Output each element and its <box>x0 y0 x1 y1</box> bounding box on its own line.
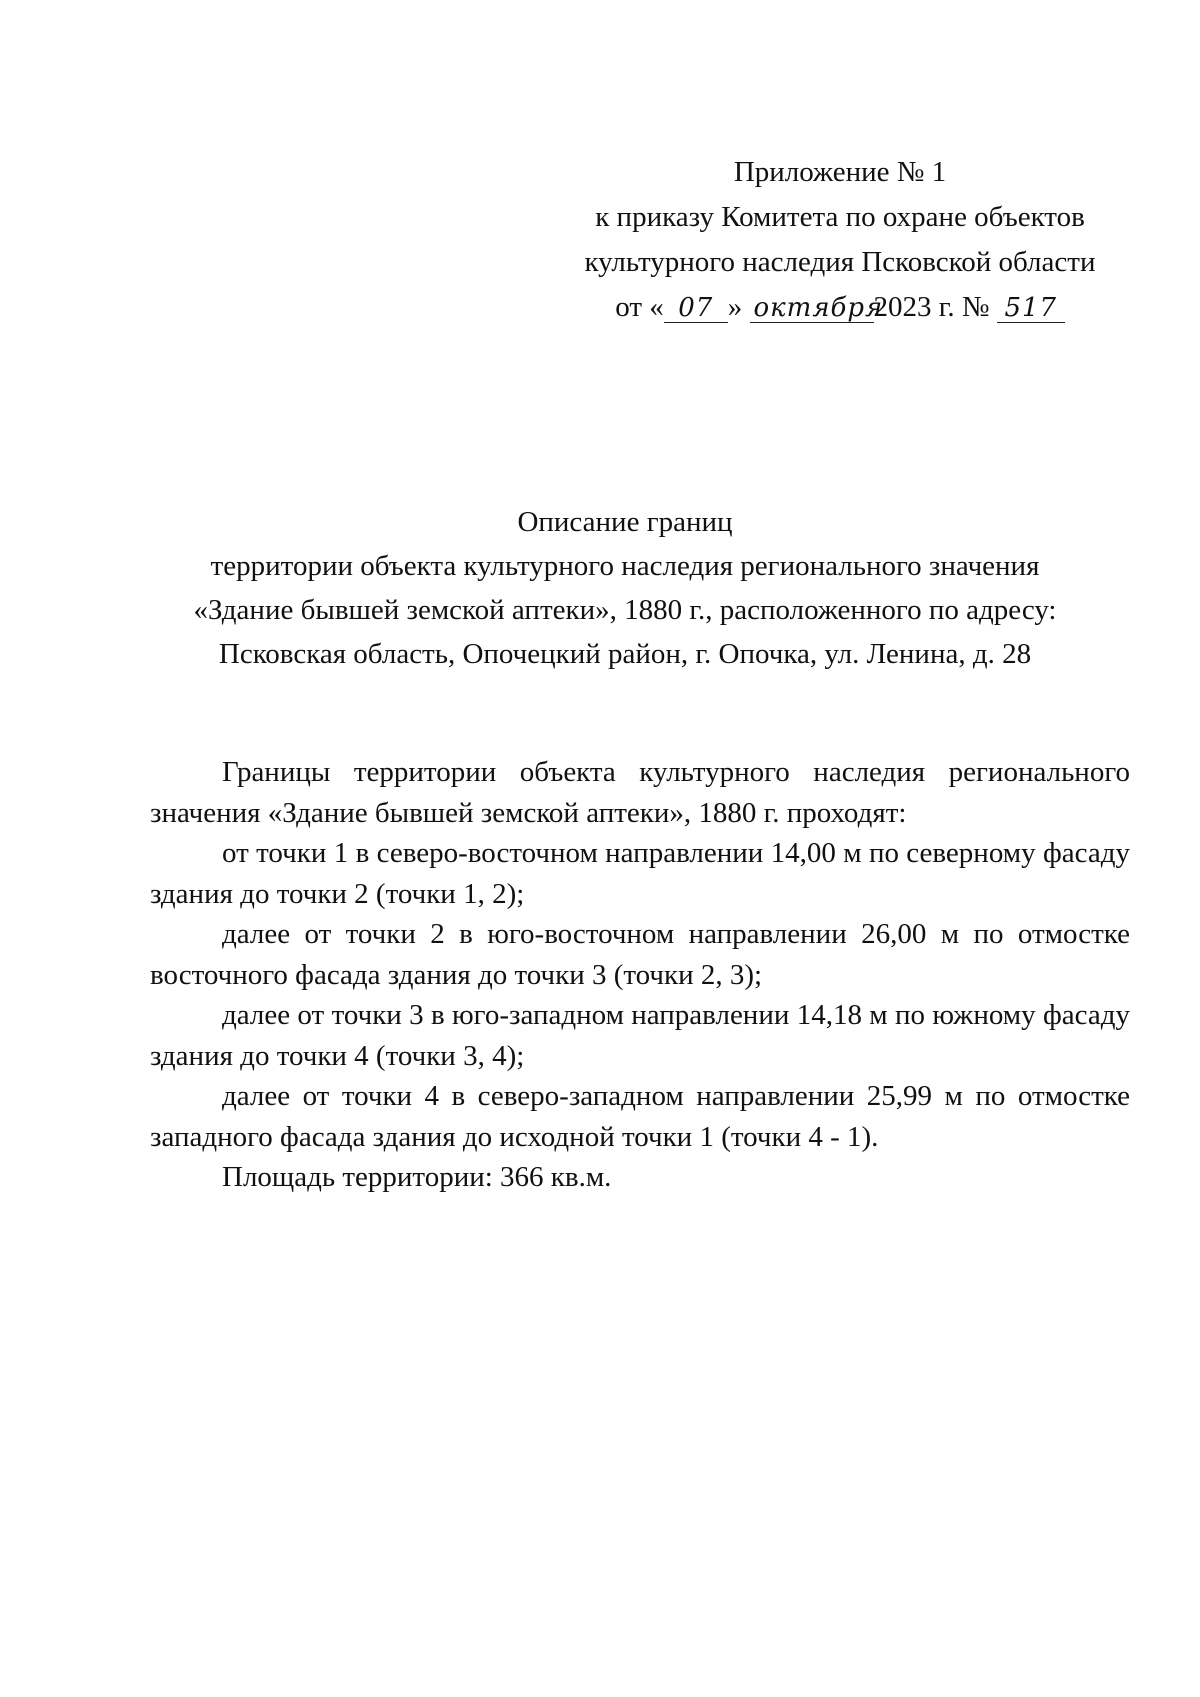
boundary-segment-4: далее от точки 4 в северо-западном направлении 25,99 м по отмостке западного фасада здания до исходной точки 1 (точки 4 - 1). <box>150 1080 1130 1153</box>
document-title <box>140 500 1110 676</box>
appendix-number: Приложение № 1 <box>733 156 947 188</box>
date-year: 2023 г. № <box>873 291 990 323</box>
intro-paragraph: Границы территории объекта культурного наследия регионального значения «Здание бывшей земской аптеки», 1880 г. проходят: <box>150 756 1130 829</box>
handwritten-month: октября <box>750 294 874 323</box>
document-body <box>150 752 1130 1198</box>
boundary-segment-1: от точки 1 в северо-восточном направлении 14,00 м по северному фасаду здания до точки 2 (точки 1, 2); <box>150 837 1130 910</box>
handwritten-day: 07 <box>664 294 728 323</box>
date-mid: » <box>727 291 743 323</box>
title-line-2: территории объекта культурного наследия регионального значения <box>210 550 1040 582</box>
title-line-1: Описание границ <box>517 506 733 538</box>
title-line-3: «Здание бывшей земской аптеки», 1880 г., расположенного по адресу: <box>193 594 1057 626</box>
appendix-committee: культурного наследия Псковской области <box>584 246 1096 278</box>
handwritten-order-number: 517 <box>997 294 1065 323</box>
title-line-4: Псковская область, Опочецкий район, г. Опочка, ул. Ленина, д. 28 <box>218 638 1032 670</box>
boundary-segment-2: далее от точки 2 в юго-восточном направлении 26,00 м по отмостке восточного фасада здания до точки 3 (точки 2, 3); <box>150 918 1130 991</box>
boundary-segment-3: далее от точки 3 в юго-западном направлении 14,18 м по южному фасаду здания до точки 4 (точки 3, 4); <box>150 999 1130 1072</box>
area-paragraph: Площадь территории: 366 кв.м. <box>222 1161 612 1193</box>
appendix-order-ref: к приказу Комитета по охране объектов <box>595 201 1085 233</box>
date-prefix: от « <box>615 291 664 323</box>
appendix-header <box>560 150 1120 330</box>
appendix-date-line <box>560 285 1120 330</box>
